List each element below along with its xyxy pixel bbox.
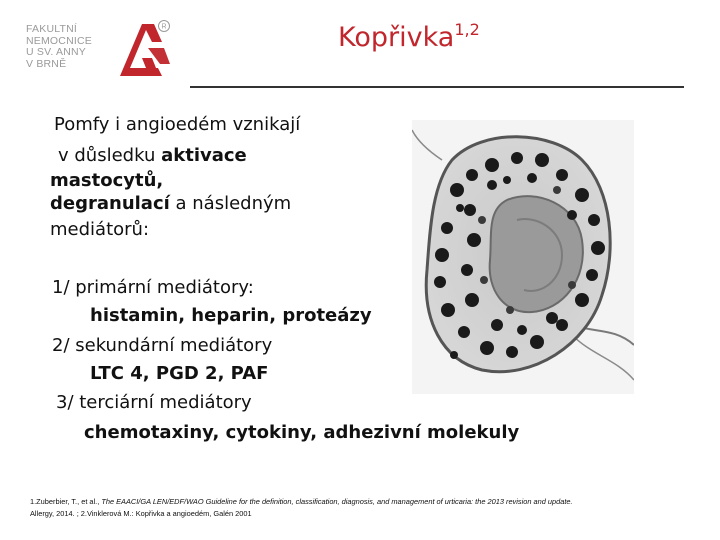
logo-line: NEMOCNICE — [26, 34, 92, 47]
logo-line: FAKULTNÍ — [26, 23, 77, 35]
text-line-3-bold: mastocytů, — [50, 170, 164, 191]
registered-mark: R — [161, 23, 167, 31]
text-line-5: mediátorů: — [50, 219, 150, 240]
text-line-4-plain: a následným — [169, 193, 292, 214]
mediator-2-value-text: LTC 4, PGD 2, PAF — [90, 363, 269, 384]
mediator-1-label: 1/ primární mediátory: — [52, 277, 254, 298]
mast-cell-micrograph — [412, 120, 634, 394]
title-text: Kopřivka — [338, 22, 455, 53]
logo-line: U SV. ANNY — [26, 46, 86, 58]
references-footnote — [30, 496, 700, 520]
mediator-3-value-text: chemotaxiny, cytokiny, adhezivní molekuly — [84, 422, 520, 443]
text-line-1: Pomfy i angioedém vznikají — [54, 114, 301, 135]
mediator-3-label: 3/ terciární mediátory — [56, 392, 252, 413]
text-line-2 — [58, 145, 247, 166]
mediator-1-value-text: histamin, heparin, proteázy — [90, 305, 372, 326]
slide-title — [338, 22, 480, 53]
mediator-1-value — [90, 305, 372, 326]
text-line-2-plain: v důsledku — [58, 145, 162, 166]
mediator-3-value — [84, 422, 519, 443]
mediator-2-value — [90, 363, 268, 384]
title-superscript: 1,2 — [454, 20, 480, 39]
logo-a-icon — [112, 18, 170, 78]
logo-line: V BRNĚ — [26, 57, 67, 70]
mediator-2-label: 2/ sekundární mediátory — [52, 335, 273, 356]
title-underline — [190, 86, 684, 88]
footnote-part1: 1.Zuberbier, T., et al., — [30, 497, 102, 506]
logo-text — [26, 24, 92, 70]
text-line-4-bold: degranulací — [50, 193, 170, 214]
text-line-3 — [50, 170, 163, 191]
hospital-logo — [20, 14, 170, 88]
footnote-italic: The EAACI/GA LEN/EDF/WAO Guideline for the definition, classification, diagnosis, and management of urticaria: the 2013 revision and update. — [101, 497, 573, 506]
text-line-2-bold: aktivace — [161, 145, 247, 166]
text-line-4 — [50, 193, 291, 214]
footnote-part2: Allergy, 2014. ; 2.Vinklerová M.: Kopřivka a angioedém, Galén 2001 — [30, 509, 252, 518]
